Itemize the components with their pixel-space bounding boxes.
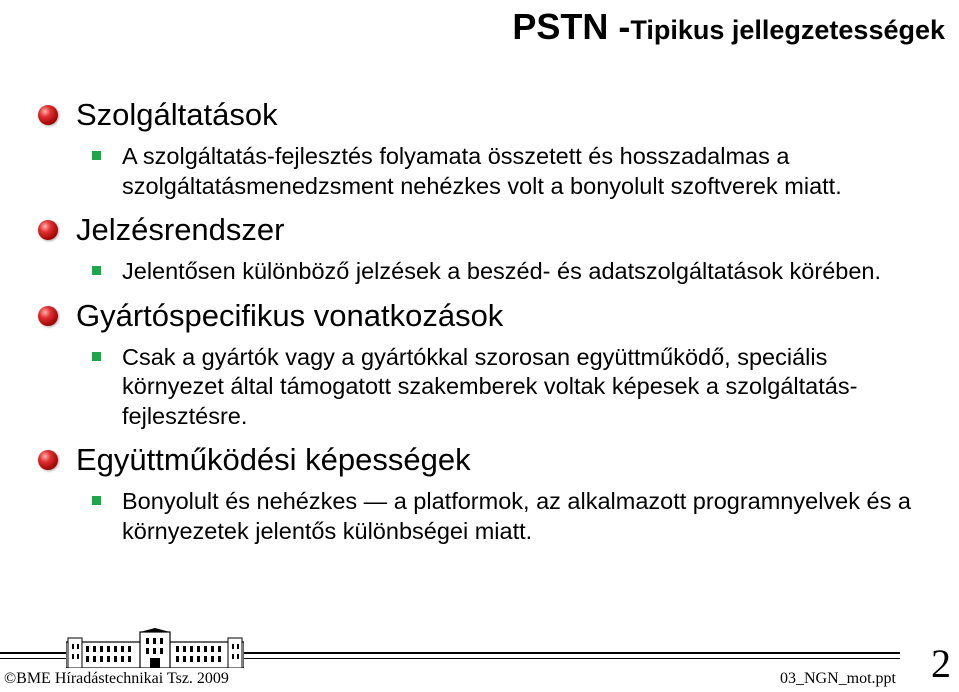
- green-square-icon: [92, 151, 101, 160]
- footer-filename: 03_NGN_mot.ppt: [780, 670, 896, 687]
- section-heading-gyartospecifikus: [38, 297, 948, 335]
- bullet-item: [92, 487, 948, 546]
- bullet-item: [92, 142, 948, 201]
- bullet-text: Csak a gyártók vagy a gyártókkal szorosan együttműködő, speciális környezet által támogatott szakemberek voltak képesek a szolgáltatás-fejlesztésre.: [122, 343, 858, 429]
- green-square-icon: [92, 352, 101, 361]
- slide-title: [512, 6, 945, 48]
- university-building-logo: [66, 628, 244, 668]
- footer-copyright: ©BME Híradástechnikai Tsz. 2009: [4, 670, 229, 687]
- section-heading-text: Jelzésrendszer: [76, 212, 285, 247]
- title-main: PSTN -: [512, 6, 631, 47]
- green-square-icon: [92, 266, 101, 275]
- bullet-text: Jelentősen különböző jelzések a beszéd- és adatszolgáltatások körében.: [122, 258, 882, 284]
- page-number: 2: [931, 641, 951, 686]
- section-heading-szolgaltatasok: [38, 96, 948, 134]
- bullet-text: Bonyolult és nehézkes — a platformok, az alkalmazott programnyelvek és a környezetek jelentős különbségei miatt.: [122, 488, 911, 544]
- bullet-text: A szolgáltatás-fejlesztés folyamata összetett és hosszadalmas a szolgáltatásmenedzsment nehézkes volt a bonyolult szoftverek miatt.: [122, 143, 842, 199]
- section-heading-text: Szolgáltatások: [76, 97, 278, 132]
- title-sub: Tipikus jellegzetességek: [630, 15, 945, 45]
- red-ball-icon: [38, 220, 58, 240]
- bullet-item: [92, 343, 948, 432]
- red-ball-icon: [38, 306, 58, 326]
- green-square-icon: [92, 496, 101, 505]
- section-heading-egyuttmukodesi: [38, 441, 948, 479]
- section-heading-text: Együttműködési képességek: [76, 442, 471, 477]
- section-heading-text: Gyártóspecifikus vonatkozások: [76, 297, 504, 333]
- section-heading-jelzesrendszer: [38, 211, 948, 249]
- bullet-item: [92, 257, 948, 287]
- red-ball-icon: [38, 450, 58, 470]
- red-ball-icon: [38, 105, 58, 125]
- slide-content: [38, 96, 948, 546]
